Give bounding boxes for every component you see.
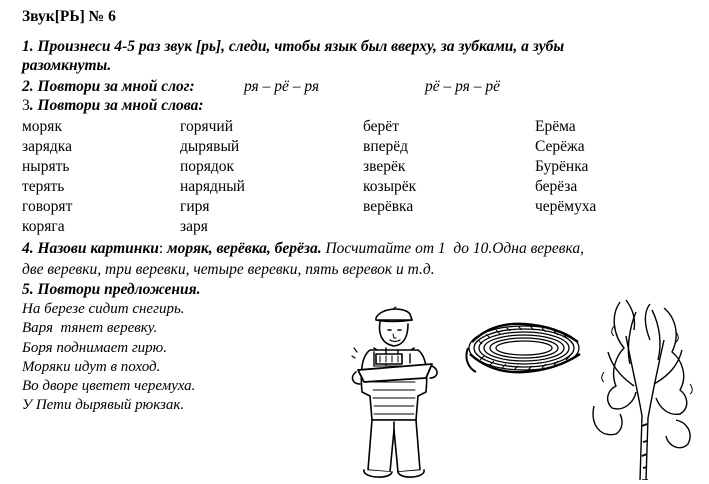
sentence-item: Во дворе цветет черемуха. xyxy=(22,378,196,395)
word-item: Ерёма xyxy=(535,118,576,135)
word-item: вперёд xyxy=(363,138,409,155)
word-column-4 xyxy=(535,117,596,217)
task4-line1 xyxy=(22,240,584,258)
sentence-item: Боря поднимает гирю. xyxy=(22,339,167,356)
word-item: берёза xyxy=(535,178,578,195)
word-column-1 xyxy=(22,117,72,237)
task1-text-line2: разомкнуты. xyxy=(22,57,112,74)
sentence-item: На березе сидит снегирь. xyxy=(22,301,185,317)
word-item: порядок xyxy=(180,158,235,175)
task2-syllables-b: рё – ря – рё xyxy=(425,78,501,95)
task3-number: 3 xyxy=(22,97,30,114)
task3-heading xyxy=(22,97,204,115)
word-item: черёмуха xyxy=(535,198,597,215)
task3-label: . Повтори за мной слова: xyxy=(29,97,204,114)
page-title: Звук[РЬ] № 6 xyxy=(22,8,116,25)
sentence-item: Варя тянет веревку. xyxy=(22,320,158,337)
sentence-item: У Пети дырявый рюкзак. xyxy=(22,397,185,414)
word-item: заря xyxy=(180,218,208,235)
word-item: Серёжа xyxy=(535,138,585,155)
word-item: Бурёнка xyxy=(535,158,589,175)
sentence-item: Моряки идут в поход. xyxy=(22,358,161,375)
sentence-list xyxy=(22,300,195,416)
word-column-2 xyxy=(180,117,245,237)
word-item: моряк xyxy=(22,118,62,135)
task4-label: 4. Назови картинки xyxy=(22,240,159,257)
word-item: зверёк xyxy=(363,158,406,175)
word-item: верёвка xyxy=(363,198,414,215)
word-item: нарядный xyxy=(180,178,245,195)
word-item: дырявый xyxy=(180,138,240,155)
word-item: коряга xyxy=(22,218,65,235)
task2-syllables-a: ря – рё – ря xyxy=(244,78,320,95)
word-item: терять xyxy=(22,178,65,195)
task4-instruction-line2: две веревки, три веревки, четыре веревки, пять веревок и т.д. xyxy=(22,261,435,278)
word-item: берёт xyxy=(363,118,399,135)
task4-colon: : xyxy=(158,240,168,257)
word-item: гиря xyxy=(180,198,210,215)
birch-picture xyxy=(590,296,702,480)
word-item: зарядка xyxy=(22,138,72,155)
task1-text-line1: 1. Произнеси 4-5 раз звук [рь], следи, чтобы язык был вверху, за зубками, а зубы xyxy=(22,38,565,55)
rope-picture xyxy=(462,312,590,378)
sailor-picture xyxy=(340,300,450,482)
task4-instruction-line1: Посчитайте от 1 до 10.Одна веревка, xyxy=(321,240,585,257)
task2-label: 2. Повтори за мной слог: xyxy=(22,78,195,95)
task5-label: 5. Повтори предложения. xyxy=(22,281,201,298)
word-item: горячий xyxy=(180,118,233,135)
task4-words: моряк, верёвка, берёза. xyxy=(167,240,322,257)
word-item: нырять xyxy=(22,158,70,175)
word-item: козырёк xyxy=(363,178,417,195)
word-column-3 xyxy=(363,117,416,217)
word-item: говорят xyxy=(22,198,73,215)
